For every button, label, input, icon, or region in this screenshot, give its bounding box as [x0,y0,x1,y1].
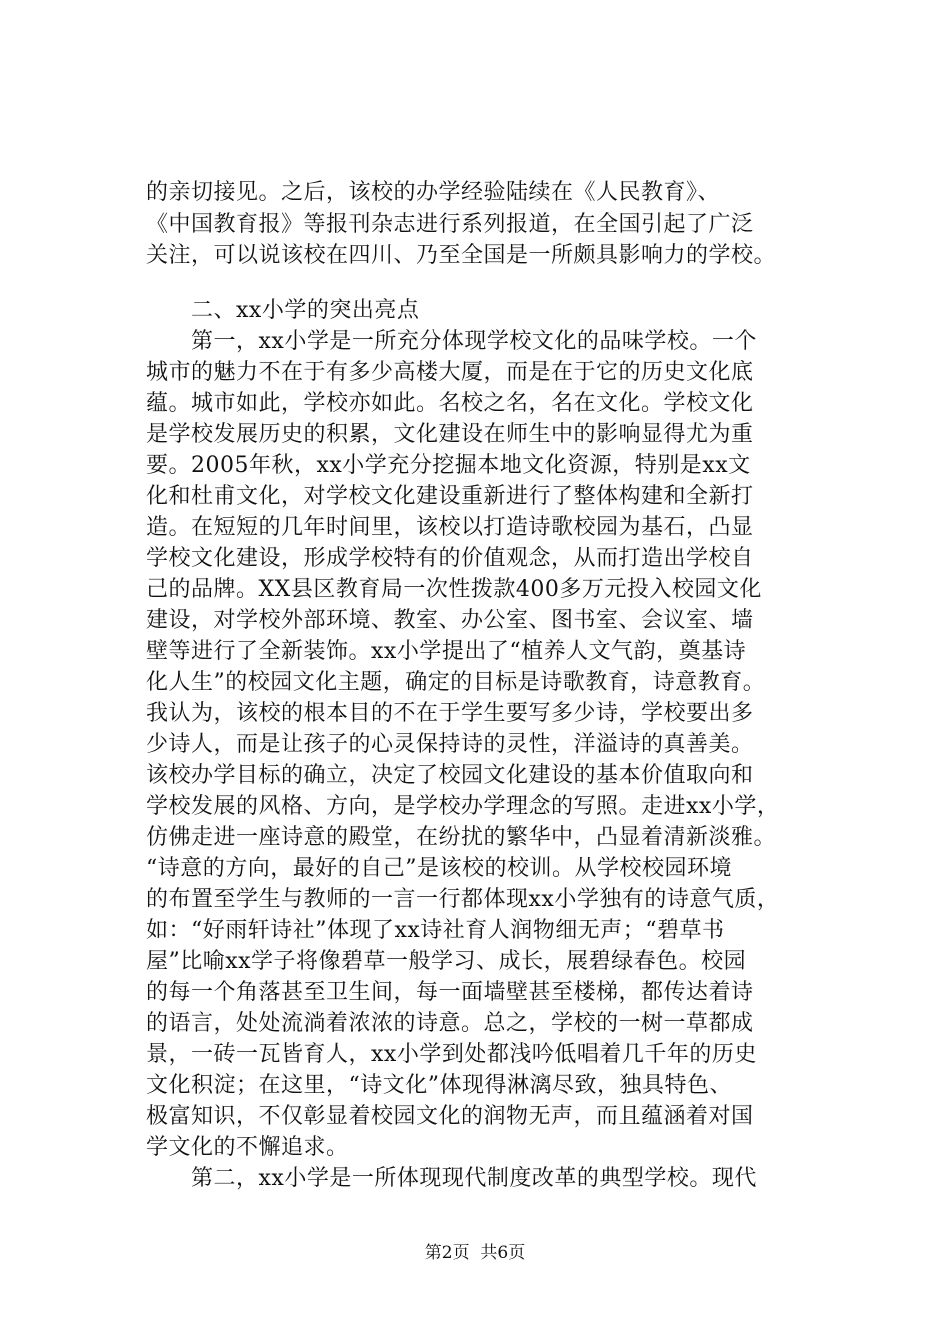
body-text-line: 《中国教育报》等报刊杂志进行系列报道，在全国引起了广泛 [146,212,754,237]
body-text-line: 化人生”的校园文化主题，确定的目标是诗歌教育，诗意教育。 [146,670,766,695]
body-text-line: 学校发展的风格、方向，是学校办学理念的写照。走进xx小学， [146,794,780,819]
body-text-line: 少诗人，而是让孩子的心灵保持诗的灵性，洋溢诗的真善美。 [146,732,754,757]
body-text-line: 该校办学目标的确立，决定了校园文化建设的基本价值取向和 [146,763,754,788]
body-text-line: 要。2005年秋，xx小学充分挖掘本地文化资源，特别是xx文 [146,453,751,478]
body-text-line: 学文化的不懈追求。 [146,1135,349,1160]
body-text-line: 化和杜甫文化，对学校文化建设重新进行了整体构建和全新打 [146,484,754,509]
body-text-line: 壁等进行了全新装饰。xx小学提出了“植养人文气韵，奠基诗 [146,639,747,664]
body-text-line: 的亲切接见。之后，该校的办学经验陆续在《人民教育》、 [146,180,721,205]
body-text-line: 我认为，该校的根本目的不在于学生要写多少诗，学校要出多 [146,701,754,726]
body-text-line: 仿佛走进一座诗意的殿堂，在纷扰的繁华中，凸显着清新淡雅。 [146,825,777,850]
body-text-line: 第二，xx小学是一所体现现代制度改革的典型学校。现代 [146,1166,757,1191]
body-text-line: 的语言，处处流淌着浓浓的诗意。总之，学校的一树一草都成 [146,1011,754,1036]
body-text-line: 城市的魅力不在于有多少高楼大厦，而是在于它的历史文化底 [146,360,754,385]
body-text-line: 如：“好雨轩诗社”体现了xx诗社育人润物细无声；“碧草书 [146,918,725,943]
body-text-line: 蕴。城市如此，学校亦如此。名校之名，名在文化。学校文化 [146,391,754,416]
body-text-line: 第一，xx小学是一所充分体现学校文化的品味学校。一个 [146,329,757,354]
body-text-line: 景，一砖一瓦皆育人，xx小学到处都浅吟低唱着几千年的历史 [146,1042,757,1067]
page-footer: 第2页 共6页 [424,1243,526,1263]
section-heading: 二、xx小学的突出亮点 [146,298,420,323]
body-text-line: 屋”比喻xx学子将像碧草一般学习、成长，展碧绿春色。校园 [146,949,747,974]
body-text-line: 建设，对学校外部环境、教室、办公室、图书室、会议室、墙 [146,608,754,633]
body-text-line: 学校文化建设，形成学校特有的价值观念，从而打造出学校自 [146,546,754,571]
body-text-line: 的布置至学生与教师的一言一行都体现xx小学独有的诗意气质， [146,887,780,912]
body-text-line: 造。在短短的几年时间里，该校以打造诗歌校园为基石，凸显 [146,515,754,540]
body-text-line: 是学校发展历史的积累，文化建设在师生中的影响显得尤为重 [146,422,754,447]
body-text-line: 极富知识，不仅彰显着校园文化的润物无声，而且蕴涵着对国 [146,1104,754,1129]
body-text-line: “诗意的方向，最好的自己”是该校的校训。从学校校园环境 [146,856,732,881]
body-text-line: 己的品牌。XX县区教育局一次性拨款400多万元投入校园文化 [146,577,762,602]
body-text-line: 的每一个角落甚至卫生间，每一面墙壁甚至楼梯，都传达着诗 [146,980,754,1005]
body-text-line: 关注，可以说该校在四川、乃至全国是一所颇具影响力的学校。 [146,243,777,268]
body-text-line: 文化积淀；在这里，“诗文化”体现得淋漓尽致，独具特色、 [146,1073,732,1098]
